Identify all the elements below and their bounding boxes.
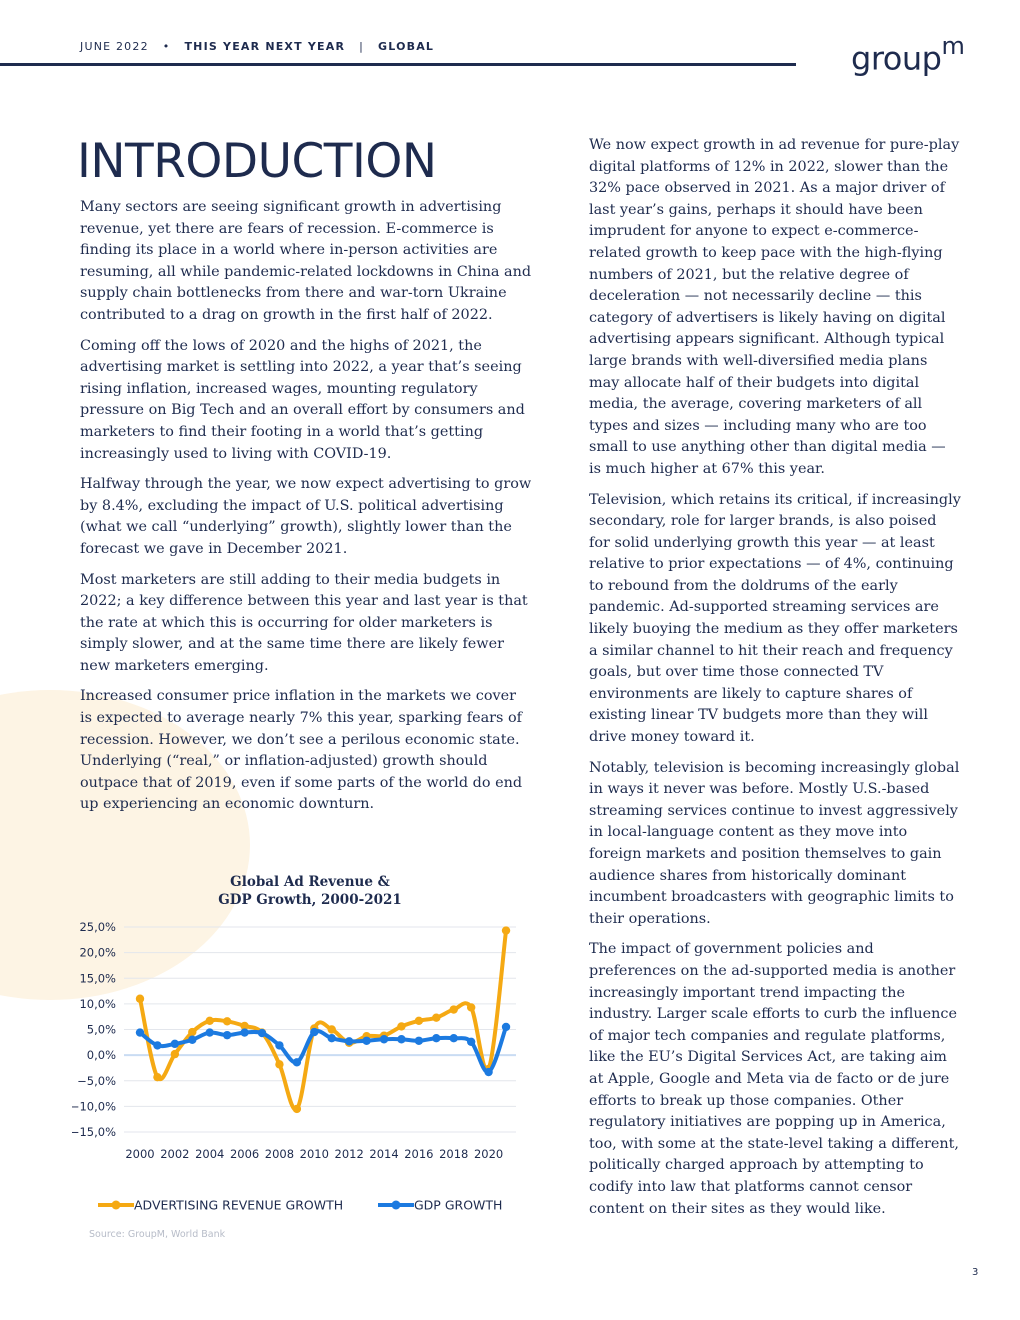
data-point-ad-revenue — [171, 1050, 179, 1058]
header-region: GLOBAL — [378, 40, 435, 53]
header — [80, 40, 434, 53]
header-date: JUNE 2022 — [80, 40, 149, 53]
x-tick-label: 2014 — [369, 1147, 399, 1161]
x-tick-label: 2008 — [264, 1147, 295, 1161]
legend-label-gdp: GDP GROWTH — [414, 1197, 503, 1213]
chart-title — [72, 873, 548, 909]
data-point-gdp — [362, 1037, 370, 1045]
data-point-gdp — [153, 1041, 161, 1049]
y-tick-label: −10,0% — [72, 1099, 116, 1114]
data-point-gdp — [328, 1034, 336, 1042]
data-point-gdp — [467, 1038, 475, 1046]
body-paragraph: The impact of government policies and preferences on the ad-supported media is another increasingly important trend impacting the industry. Larger scale efforts to curb the influence of major tech companies and regulate platforms, like the EU’s Digital Services Act, are taking aim at Apple, Google and Meta via de facto or de jure efforts to break up those companies. Other regulatory initiatives are popping up in America, too, with some at the state-level taking a different, politically charged approach by attempting to codify into law that platforms cannot censor content on their sites as they would like. — [589, 941, 959, 1217]
page-title: INTRODUCTION — [77, 134, 437, 189]
source-note: Source: GroupM, World Bank — [89, 1229, 226, 1240]
body-paragraph: Television, which retains its critical, if increasingly secondary, role for larger brands, is also poised for solid underlying growth this year — at least relative to prior expectations — of 4%, continuing to rebound from the doldrums of the early pandemic. Ad-supported streaming services are likely buoying the medium as they offer marketers a similar channel to hit their reach and frequency goals, but over time those connected TV environments are likely to capture shares of existing linear TV budgets more than they will drive money toward it. — [589, 491, 961, 746]
data-point-gdp — [223, 1031, 231, 1039]
logo-sup: m — [941, 32, 965, 60]
x-tick-label: 2006 — [229, 1147, 260, 1161]
data-point-gdp — [345, 1037, 353, 1045]
data-point-gdp — [188, 1036, 196, 1044]
data-point-ad-revenue — [293, 1105, 301, 1113]
body-paragraph: Notably, television is becoming increasingly global in ways it never was before. Mostly U.S.-based streaming services continue to invest aggressively in local-language content as they move into foreign markets and position themselves to gain audience shares from historically dominant incumbent broadcasters with geographic limits to their operations. — [589, 759, 960, 927]
legend-marker-ad-revenue — [112, 1201, 121, 1210]
body-paragraph: Increased consumer price inflation in the markets we cover is expected to average nearly 7% this year, sparking fears of recession. However, we don’t see a perilous economic state. Underlying (“real,” or inflation-adjusted) growth should outpace that of 2019, even if some parts of the world do end up experiencing an economic downturn. — [80, 688, 523, 813]
y-tick-label: −5,0% — [77, 1073, 116, 1088]
body-paragraph: Many sectors are seeing significant growth in advertising revenue, yet there are fears of recession. E-commerce is finding its place in a world where in-person activities are resuming, all while pandemic-related lockdowns in China and supply chain bottlenecks from there and war-torn Ukraine contributed to a drag on growth in the first half of 2022. — [80, 199, 532, 323]
data-point-gdp — [258, 1029, 266, 1037]
left-column — [80, 197, 532, 825]
data-point-ad-revenue — [415, 1017, 423, 1025]
series-line-ad-revenue — [140, 931, 506, 1110]
chart-title-line-1: Global Ad Revenue & — [230, 874, 390, 890]
body-paragraph: Coming off the lows of 2020 and the highs of 2021, the advertising market is settling into 2022, a year that’s seeing rising inflation, increased wages, mounting regulatory pressure on Big Tech and an overall effort by consumers and marketers to find their footing in a world that’s getting increasingly used to living with COVID-19. — [80, 337, 525, 462]
data-point-ad-revenue — [188, 1028, 196, 1036]
x-tick-label: 2020 — [473, 1147, 504, 1161]
data-point-ad-revenue — [467, 1003, 475, 1011]
data-point-gdp — [206, 1028, 214, 1036]
logo-text: group — [851, 39, 942, 78]
ad-revenue-gdp-chart — [72, 870, 532, 1250]
header-report-name: THIS YEAR NEXT YEAR — [184, 40, 346, 53]
data-point-ad-revenue — [136, 995, 144, 1003]
x-tick-label: 2000 — [125, 1147, 155, 1161]
data-point-ad-revenue — [397, 1022, 405, 1030]
page-number: 3 — [972, 1267, 979, 1278]
data-point-gdp — [450, 1034, 458, 1042]
body-paragraph: We now expect growth in ad revenue for pure-play digital platforms of 12% in 2022, slower than the 32% pace observed in 2021. As a major driver of last year’s gains, perhaps it should have been imprudent for anyone to expect e-commerce-related growth to keep pace with the high-flying numbers of 2021, but the relative degree of deceleration — not necessarily decline — this category of advertisers is likely having on digital advertising appears significant. Although typical large brands with well-diversified media plans may allocate half of their budgets into digital media, the average, covering marketers of all types and sizes — including many who are too small to use anything other than digital media — is much higher at 67% this year. — [589, 137, 960, 477]
x-tick-label: 2016 — [404, 1147, 434, 1161]
data-point-ad-revenue — [206, 1017, 214, 1025]
data-point-ad-revenue — [450, 1005, 458, 1013]
y-tick-label: 0,0% — [86, 1048, 116, 1063]
data-point-ad-revenue — [153, 1073, 161, 1081]
data-point-ad-revenue — [328, 1025, 336, 1033]
data-point-gdp — [136, 1028, 144, 1036]
data-point-ad-revenue — [223, 1017, 231, 1025]
body-paragraph: Halfway through the year, we now expect advertising to grow by 8.4%, excluding the impact of U.S. political advertising (what we call “underlying” growth), slightly lower than the forecast we gave in December 2021. — [80, 476, 532, 557]
data-point-gdp — [380, 1035, 388, 1043]
y-tick-label: 15,0% — [79, 971, 116, 986]
data-point-gdp — [293, 1058, 301, 1066]
data-point-gdp — [502, 1023, 510, 1031]
x-tick-label: 2004 — [195, 1147, 225, 1161]
chart-title-line-2: GDP Growth, 2000-2021 — [218, 892, 402, 908]
groupm-logo — [851, 32, 965, 78]
x-tick-label: 2002 — [160, 1147, 190, 1161]
data-point-gdp — [240, 1028, 248, 1036]
data-point-gdp — [310, 1028, 318, 1036]
header-separator: | — [359, 40, 365, 53]
data-point-gdp — [484, 1068, 492, 1076]
data-point-gdp — [275, 1041, 283, 1049]
legend-marker-gdp — [392, 1201, 401, 1210]
y-tick-label: 25,0% — [79, 920, 116, 934]
x-tick-label: 2010 — [299, 1147, 329, 1161]
data-point-ad-revenue — [275, 1060, 283, 1068]
x-tick-label: 2012 — [334, 1147, 364, 1161]
data-point-gdp — [415, 1037, 423, 1045]
header-bullet: • — [162, 40, 171, 53]
data-point-ad-revenue — [432, 1014, 440, 1022]
data-point-gdp — [397, 1035, 405, 1043]
body-paragraph: Most marketers are still adding to their media budgets in 2022; a key difference between this year and last year is that the rate at which this is occurring for older marketers is simply slower, and at the same time there are likely fewer new marketers emerging. — [80, 571, 528, 674]
chart-svg — [72, 870, 532, 1250]
y-tick-label: −15,0% — [72, 1125, 116, 1139]
header-rule — [0, 63, 796, 66]
legend-label-ad-revenue: ADVERTISING REVENUE GROWTH — [134, 1197, 344, 1213]
data-point-gdp — [171, 1040, 179, 1048]
x-tick-label: 2018 — [439, 1147, 469, 1161]
data-point-gdp — [432, 1034, 440, 1042]
y-tick-label: 5,0% — [86, 1022, 116, 1037]
y-tick-label: 10,0% — [79, 996, 116, 1011]
right-column — [589, 135, 961, 1229]
y-tick-label: 20,0% — [79, 945, 116, 960]
data-point-ad-revenue — [502, 926, 510, 934]
